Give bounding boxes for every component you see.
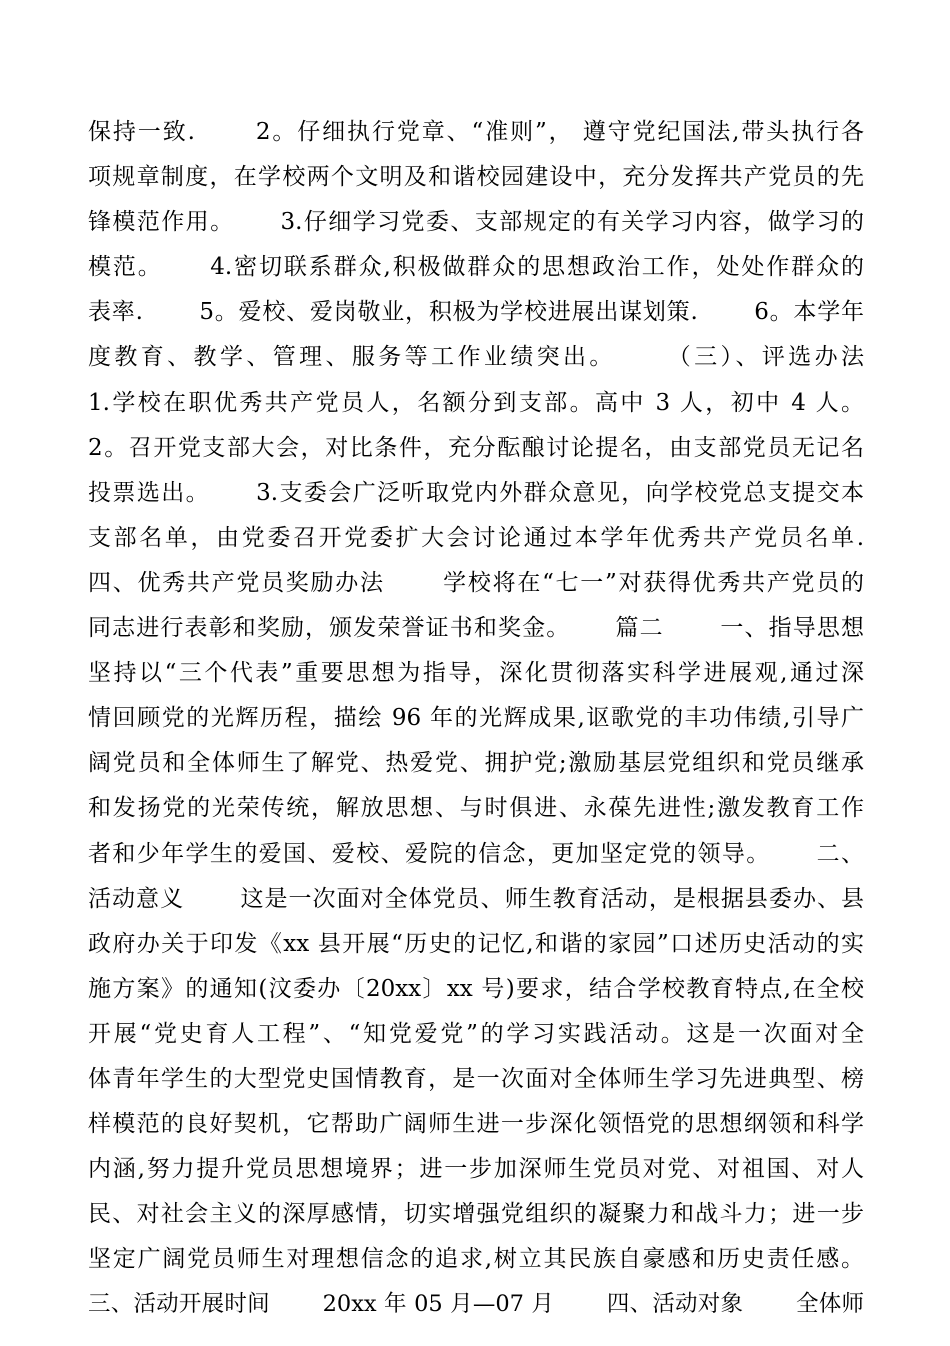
text-line: 模范。 4.密切联系群众,积极做群众的思想政治工作，处处作群众的 [88, 254, 864, 281]
text-line: 样模范的良好契机，它帮助广阔师生进一步深化领悟党的思想纲领和科学 [88, 1111, 864, 1138]
text-line: 2。召开党支部大会，对比条件，充分酝酿讨论提名，由支部党员无记名 [88, 434, 864, 461]
text-line: 投票选出。 3.支委会广泛听取党内外群众意见，向学校党总支提交本 [88, 479, 864, 506]
text-line: 情回顾党的光辉历程，描绘 96 年的光辉成果,讴歌党的丰功伟绩,引导广 [88, 705, 864, 732]
text-line: 度教育、教学、管理、服务等工作业绩突出。 （三）、评选办法 [88, 344, 864, 371]
text-line: 项规章制度，在学校两个文明及和谐校园建设中，充分发挥共产党员的先 [88, 164, 864, 191]
text-line: 民、对社会主义的深厚感情，切实增强党组织的凝聚力和战斗力；进一步 [88, 1201, 864, 1228]
text-line: 坚定广阔党员师生对理想信念的追求,树立其民族自豪感和历史责任感。 [88, 1246, 864, 1273]
text-line: 体青年学生的大型党史国情教育，是一次面对全体师生学习先进典型、榜 [88, 1065, 864, 1092]
text-line: 和发扬党的光荣传统，解放思想、与时俱进、永葆先进性;激发教育工作 [88, 795, 864, 822]
text-line: 1.学校在职优秀共产党员人，名额分到支部。高中 3 人，初中 4 人。 [88, 389, 864, 416]
text-line: 阔党员和全体师生了解党、热爱党、拥护党;激励基层党组织和党员继承 [88, 750, 864, 777]
text-line: 施方案》的通知(汶委办〔20xx〕xx 号)要求，结合学校教育特点,在全校 [88, 975, 864, 1002]
text-line: 内涵,努力提升党员思想境界；进一步加深师生党员对党、对祖国、对人 [88, 1156, 864, 1183]
text-line: 四、优秀共产党员奖励办法 学校将在“七一”对获得优秀共产党员的 [88, 569, 864, 596]
text-line: 政府办关于印发《xx 县开展“历史的记忆,和谐的家园”口述历史活动的实 [88, 930, 864, 957]
text-line: 活动意义 这是一次面对全体党员、师生教育活动，是根据县委办、县 [88, 885, 864, 912]
text-line: 保持一致. 2。仔细执行党章、“准则”， 遵守党纪国法,带头执行各 [88, 119, 864, 145]
text-line: 者和少年学生的爱国、爱校、爱院的信念，更加坚定党的领导。 二、 [88, 840, 864, 867]
body-text [88, 110, 864, 1328]
text-line: 表率. 5。爱校、爱岗敬业，积极为学校进展出谋划策. 6。本学年 [88, 299, 864, 326]
text-line: 同志进行表彰和奖励，颁发荣誉证书和奖金。 篇二 一、指导思想 [88, 615, 864, 642]
text-line: 三、活动开展时间 20xx 年 05 月—07 月 四、活动对象 全体师 [88, 1291, 864, 1318]
text-line: 支部名单，由党委召开党委扩大会讨论通过本学年优秀共产党员名单. [88, 524, 864, 551]
text-line: 开展“党史育人工程”、“知党爱党”的学习实践活动。这是一次面对全 [88, 1020, 864, 1047]
text-line: 坚持以“三个代表”重要思想为指导，深化贯彻落实科学进展观,通过深 [88, 660, 864, 687]
text-line: 锋模范作用。 3.仔细学习党委、支部规定的有关学习内容，做学习的 [88, 209, 864, 236]
